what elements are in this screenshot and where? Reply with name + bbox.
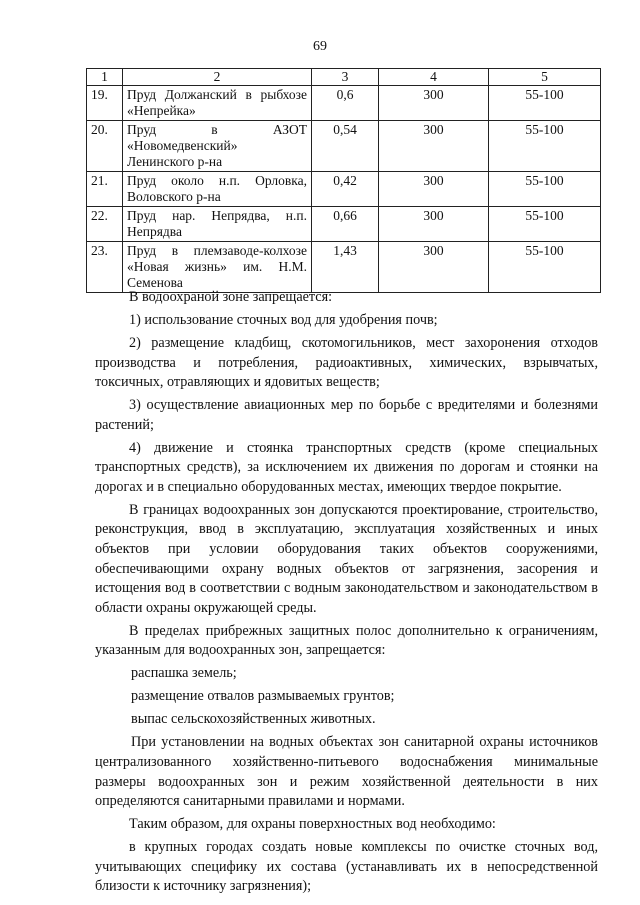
body-text — [95, 288, 598, 900]
column-header: 3 — [312, 69, 379, 86]
paragraph: В пределах прибрежных защитных полос дополнительно к ограничениям, указанным для водоохранных зон, запрещается: — [95, 622, 598, 659]
row-number: 22. — [87, 207, 123, 242]
page-number: 69 — [313, 39, 327, 54]
column-header: 5 — [489, 69, 601, 86]
area-value: 0,42 — [312, 172, 379, 207]
list-item: выпас сельскохозяйственных животных. — [131, 711, 376, 728]
ponds-table — [86, 68, 601, 293]
list-item: 2) размещение кладбищ, скотомогильников, мест захоронения отходов производства и потребления, радиоактивных, химических, взрывчатых, токсичных, отравляющих и ядовитых веществ; — [95, 334, 598, 391]
paragraph: В границах водоохранных зон допускаются проектирование, строительство, реконструкция, ввод в эксплуатацию, эксплуатация хозяйственных и иных объектов при условии оборудования таких объектов сооружениями, обеспечивающими охрану водных объектов от загрязнения, засорения и истощения вод в соответствии с водным законодательством и законодательством в области охраны окружающей среды. — [95, 501, 598, 616]
table-row — [87, 86, 601, 121]
zone-width-value: 300 — [379, 242, 489, 293]
list-item: в крупных городах создать новые комплексы по очистке сточных вод, учитывающих специфику их состава (устанавливать их в непосредственной близости к источнику загрязнения); — [95, 839, 598, 895]
list-item: 3) осуществление авиационных мер по борьбе с вредителями и болезнями растений; — [95, 397, 598, 433]
row-number: 21. — [87, 172, 123, 207]
zone-width-value: 300 — [379, 207, 489, 242]
pond-name: Пруд в племзаводе-колхозе «Новая жизнь» им. Н.М. Семенова — [123, 242, 312, 293]
row-number: 19. — [87, 86, 123, 121]
table-header-row — [87, 69, 601, 86]
pond-name: Пруд около н.п. Орловка, Воловского р-на — [123, 172, 312, 207]
column-header: 4 — [379, 69, 489, 86]
zone-width-value: 300 — [379, 86, 489, 121]
area-value: 0,54 — [312, 121, 379, 172]
list-item: распашка земель; — [131, 665, 237, 682]
pond-name: Пруд Должанский в рыбхозе «Непрейка» — [123, 86, 312, 121]
strip-width-value: 55-100 — [489, 172, 601, 207]
list-item: 4) движение и стоянка транспортных средств (кроме специальных транспортных средств), за исключением их движения по дорогам и стоянки на дорогах и в специально оборудованных местах, имеющих твердое покрытие. — [95, 439, 598, 495]
zone-width-value: 300 — [379, 121, 489, 172]
column-header: 1 — [87, 69, 123, 86]
row-number: 23. — [87, 242, 123, 293]
strip-width-value: 55-100 — [489, 242, 601, 293]
area-value: 0,6 — [312, 86, 379, 121]
paragraph: При установлении на водных объектах зон санитарной охраны источников централизованного хозяйственно-питьевого водоснабжения минимальные размеры водоохранных зон и режим хозяйственной деятельности в них определяются санитарными правилами и нормами. — [95, 734, 598, 810]
area-value: 0,66 — [312, 207, 379, 242]
table-row — [87, 121, 601, 172]
paragraph: В водоохраной зоне запрещается: — [129, 289, 333, 305]
zone-width-value: 300 — [379, 172, 489, 207]
list-item: 1) использование сточных вод для удобрения почв; — [129, 311, 438, 328]
strip-width-value: 55-100 — [489, 86, 601, 121]
pond-name: Пруд нар. Непрядва, н.п. Непрядва — [123, 207, 312, 242]
table-row — [87, 242, 601, 293]
strip-width-value: 55-100 — [489, 207, 601, 242]
pond-name: Пруд в АЗОТ «Новомедвенский» Ленинского р-на — [123, 121, 312, 172]
strip-width-value: 55-100 — [489, 121, 601, 172]
list-item: размещение отвалов размываемых грунтов; — [131, 688, 395, 705]
row-number: 20. — [87, 121, 123, 172]
area-value: 1,43 — [312, 242, 379, 293]
table-row — [87, 172, 601, 207]
paragraph: Таким образом, для охраны поверхностных вод необходимо: — [129, 816, 496, 833]
column-header: 2 — [123, 69, 312, 86]
table-row — [87, 207, 601, 242]
